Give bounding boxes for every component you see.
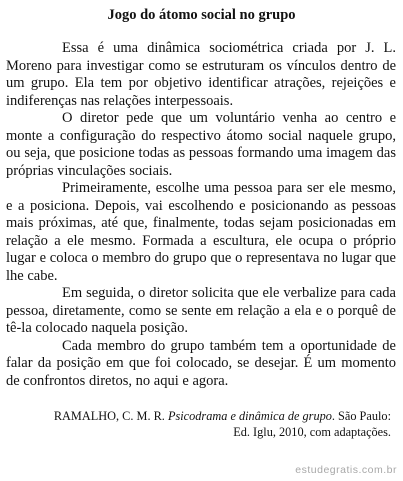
paragraph: Em seguida, o diretor solicita que ele verbalize para cada pessoa, diretamente, como se sente em relação a ela e o porquê de tê-la colocado naquela posição.	[6, 285, 396, 336]
paragraph: Cada membro do grupo também tem a oportunidade de falar da posição em que foi colocado, se desejar. É um momento de confrontos diretos, no aqui e agora.	[6, 337, 396, 389]
paragraph: Essa é uma dinâmica sociométrica criada por J. L. Moreno para investigar como se estruturam os vínculos dentro de um grupo. Ela tem por objetivo identificar atrações, rejeições e indiferenças nas relações interpessoais.	[6, 40, 396, 109]
reference-work-title: Psicodrama e dinâmica de grupo	[167, 409, 332, 423]
reference-citation	[31, 408, 391, 440]
paragraph: O diretor pede que um voluntário venha ao centro e monte a configuração do respectivo átomo social naquele grupo, ou seja, que posicione todas as pessoas formando uma imagem das próprias vinculações sociais.	[6, 110, 396, 179]
document-body	[6, 40, 396, 390]
reference-place: . São Paulo:	[331, 409, 391, 423]
reference-author: RAMALHO, C. M. R.	[53, 409, 165, 423]
reference-publisher: Ed. Iglu, 2010, com adaptações.	[233, 425, 391, 439]
paragraph: Primeiramente, escolhe uma pessoa para ser ele mesmo, e a posiciona. Depois, vai escolhendo e posicionando as pessoas mais próximas, até que, finalmente, todas sejam posicionadas em relação a ele mesmo. Formada a escultura, ele ocupa o próprio lugar e coloca o membro do grupo que o representava no lugar que lhe cabe.	[6, 180, 396, 284]
site-watermark: estudegratis.com.br	[295, 464, 397, 476]
document-title: Jogo do átomo social no grupo	[107, 7, 296, 23]
